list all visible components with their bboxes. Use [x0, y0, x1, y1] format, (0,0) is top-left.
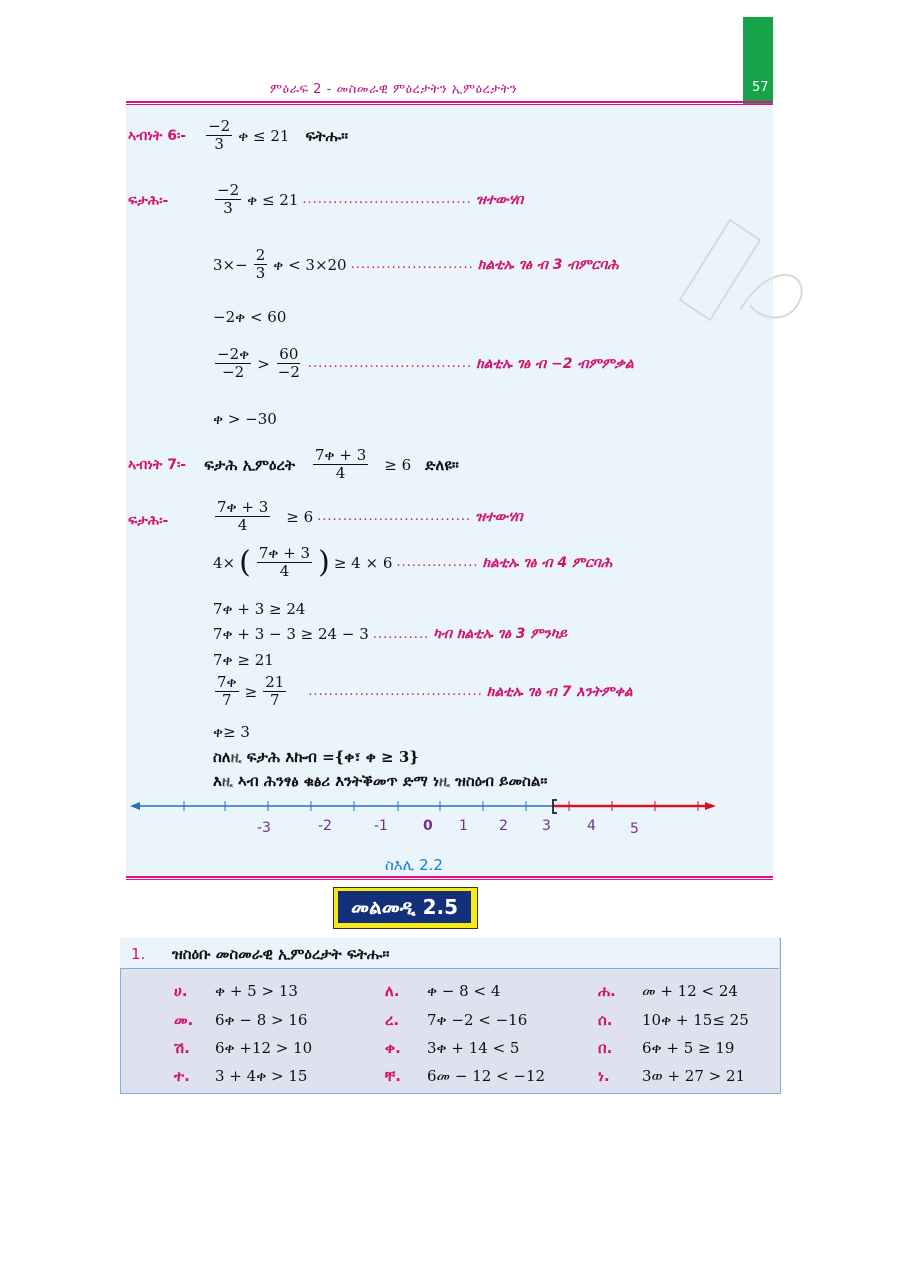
instruction: ፍትሑ። — [305, 126, 349, 145]
question-number: 1. — [131, 945, 146, 963]
number-line-labels — [128, 818, 728, 840]
step-note: ክልቲኡ ገፅ ብ 3 ብምርባሕ — [477, 256, 619, 273]
tick-label: 2 — [499, 818, 508, 834]
exercise-items — [120, 975, 779, 1090]
ex7-step-3: 7ቀ + 3 ≥ 24 — [213, 600, 306, 618]
denominator: 3 — [255, 264, 266, 283]
footer-rule-thin — [126, 879, 773, 880]
ex6-step-1 — [213, 182, 523, 218]
right-arrow-icon — [705, 802, 716, 810]
step-expression: 7ቀ + 3 − 3 ≥ 24 − 3 — [213, 625, 369, 643]
fraction — [215, 499, 270, 535]
item-value: 3 + 4ቀ > 15 — [215, 1067, 308, 1085]
footer-rule — [126, 876, 773, 878]
item-label: ሽ. — [174, 1039, 190, 1057]
step-expression: ቀ < 3×20 — [273, 255, 347, 274]
tick-label: -1 — [374, 818, 388, 834]
fraction — [276, 346, 302, 382]
denominator: 4 — [279, 562, 290, 581]
inequality-rest: ቀ ≤ 21 — [238, 126, 290, 145]
denominator: −2 — [222, 363, 245, 382]
tick-label: 3 — [542, 818, 551, 834]
denominator: 4 — [237, 516, 248, 535]
left-arrow-icon — [130, 802, 140, 810]
item-label: ለ. — [385, 982, 400, 1000]
item-value: 6መ − 12 < −12 — [427, 1067, 546, 1085]
denominator: 7 — [222, 691, 232, 710]
ex7-step-7: ቀ≥ 3 — [213, 723, 250, 741]
denominator: −2 — [277, 363, 300, 382]
left-paren: ( — [239, 545, 251, 581]
denominator: 4 — [335, 464, 346, 483]
figure-caption: ስእሊ 2.2 — [385, 856, 443, 874]
item-label: ቀ. — [385, 1039, 401, 1057]
tick-label: 5 — [630, 821, 639, 837]
item-value: 3ቀ + 14 < 5 — [427, 1039, 520, 1057]
example-6-label: ኣብነት 6፡- — [128, 127, 187, 144]
ex7-step-4 — [213, 625, 567, 643]
step-expression: ≥ 6 — [286, 507, 314, 526]
item-value: 3ወ + 27 > 21 — [642, 1067, 746, 1085]
ex7-step-1 — [213, 499, 523, 535]
ex7-step-2 — [213, 545, 612, 581]
item-value: ቀ + 5 > 13 — [215, 982, 298, 1000]
tick-label: 0 — [423, 818, 433, 834]
item-value: 6ቀ +12 > 10 — [215, 1039, 313, 1057]
right-paren: ) — [318, 545, 330, 581]
leader-dots: ................ — [396, 555, 479, 571]
leader-dots: ........................ — [350, 257, 474, 273]
item-label: ቸ. — [385, 1067, 402, 1085]
tick-label: -2 — [318, 818, 332, 834]
item-label: ሀ. — [174, 982, 188, 1000]
relation-sign: > — [257, 354, 270, 373]
numerator: 21 — [265, 673, 285, 691]
leader-dots: .............................. — [317, 509, 472, 525]
numerator: 2 — [255, 246, 266, 264]
tick-label: 1 — [459, 818, 468, 834]
example-6-solution-label: ፍታሕ፡- — [128, 193, 169, 209]
item-label: ረ. — [385, 1011, 400, 1029]
fraction — [215, 674, 239, 710]
closing-sentence: እዚ ኣብ ሕንፃፅ ቁፅሪ እንትቕመጥ ድማ ነዚ ዝስዕብ ይመስል። — [213, 772, 548, 790]
ex7-step-5: 7ቀ ≥ 21 — [213, 651, 274, 669]
ex6-step-2 — [213, 247, 619, 283]
numerator: 7ቀ + 3 — [217, 498, 269, 516]
example-6-question — [128, 118, 348, 154]
relation-sign: ≥ — [244, 682, 258, 701]
example-7-question — [128, 447, 459, 483]
tick-label: -3 — [257, 820, 271, 836]
fraction — [263, 674, 286, 710]
watermark-icon — [640, 200, 820, 330]
solution-set: ስለዚ ፍታሕ እኩብ ={ቀ፣ ቀ ≥ 3} — [213, 748, 419, 766]
item-label: ተ. — [174, 1067, 190, 1085]
fraction — [215, 346, 251, 382]
leader-dots: .................................. — [308, 684, 483, 700]
step-prefix: 3×− — [213, 255, 248, 274]
instruction-prefix: ፍታሕ ኢምዕረት — [204, 455, 296, 474]
numerator: −2 — [217, 181, 240, 199]
question-text: ዝስዕቡ መስመራዊ ኢምዕረታት ፍትሑ። — [172, 945, 390, 963]
numerator: −2 — [208, 117, 231, 135]
denominator: 7 — [269, 691, 280, 710]
step-expression: ≥ 4 × 6 — [333, 553, 393, 572]
header-rule — [126, 101, 773, 103]
leader-dots: ................................. — [302, 192, 472, 208]
fraction — [215, 182, 241, 218]
ex6-step-4 — [213, 346, 634, 382]
step-note: ዝተውሃበ — [475, 191, 524, 208]
denominator: 3 — [214, 135, 224, 154]
fraction — [313, 447, 368, 483]
step-note: ክልቲኡ ገፅ ብ −2 ብምምቃል — [476, 355, 634, 372]
step-expression: ቀ ≤ 21 — [247, 190, 299, 209]
step-note: ካብ ክልቲኡ ገፅ 3 ምንካይ — [433, 626, 567, 642]
fraction — [257, 545, 312, 581]
leader-dots: ................................ — [307, 356, 473, 372]
item-label: ሐ. — [598, 982, 616, 1000]
item-label: ነ. — [598, 1067, 610, 1085]
numerator: 7ቀ + 3 — [315, 446, 367, 464]
item-label: መ. — [174, 1011, 194, 1029]
tick-label: 4 — [587, 818, 596, 834]
inequality-rest: ≥ 6 — [384, 455, 412, 474]
example-7-solution-label: ፍታሕ፡- — [128, 513, 169, 529]
item-value: 6ቀ + 5 ≥ 19 — [642, 1039, 735, 1057]
running-title: ምዕራፍ 2 - መስመራዊ ምዕረታትን ኢምዕረታትን — [270, 82, 518, 97]
item-value: 6ቀ − 8 > 16 — [215, 1011, 308, 1029]
fraction — [254, 247, 268, 283]
ex6-step-3: −2ቀ < 60 — [213, 308, 287, 326]
exercise-title: መልመዲ 2.5 — [338, 891, 471, 923]
item-label: ሰ. — [598, 1011, 613, 1029]
page-number: 57 — [752, 80, 769, 95]
example-7-label: ኣብነት 7፡- — [128, 456, 187, 473]
item-value: ቀ − 8 < 4 — [427, 982, 501, 1000]
denominator: 3 — [223, 199, 233, 218]
numerator: 60 — [279, 345, 299, 363]
header-rule-thin — [126, 104, 773, 105]
ex7-step-6 — [213, 674, 633, 710]
leader-dots: ........... — [372, 626, 430, 642]
instruction: ድለዩ። — [425, 455, 459, 474]
item-label: በ. — [598, 1039, 613, 1057]
step-note: ክልቲኡ ገፅ ብ 7 እንትምቀል — [486, 683, 633, 700]
step-prefix: 4× — [213, 553, 236, 572]
step-note: ዝተውሃበ — [475, 508, 523, 525]
item-value: 10ቀ + 15≤ 25 — [642, 1011, 749, 1029]
numerator: 7ቀ — [217, 673, 237, 691]
fraction — [206, 118, 232, 154]
numerator: 7ቀ + 3 — [258, 544, 311, 562]
item-value: 7ቀ −2 < −16 — [427, 1011, 528, 1029]
step-note: ክልቲኡ ገፅ ብ 4 ምርባሕ — [482, 554, 613, 571]
numerator: −2ቀ — [217, 345, 250, 363]
ex6-step-5: ቀ > −30 — [213, 410, 277, 428]
item-value: መ + 12 < 24 — [642, 982, 738, 1000]
